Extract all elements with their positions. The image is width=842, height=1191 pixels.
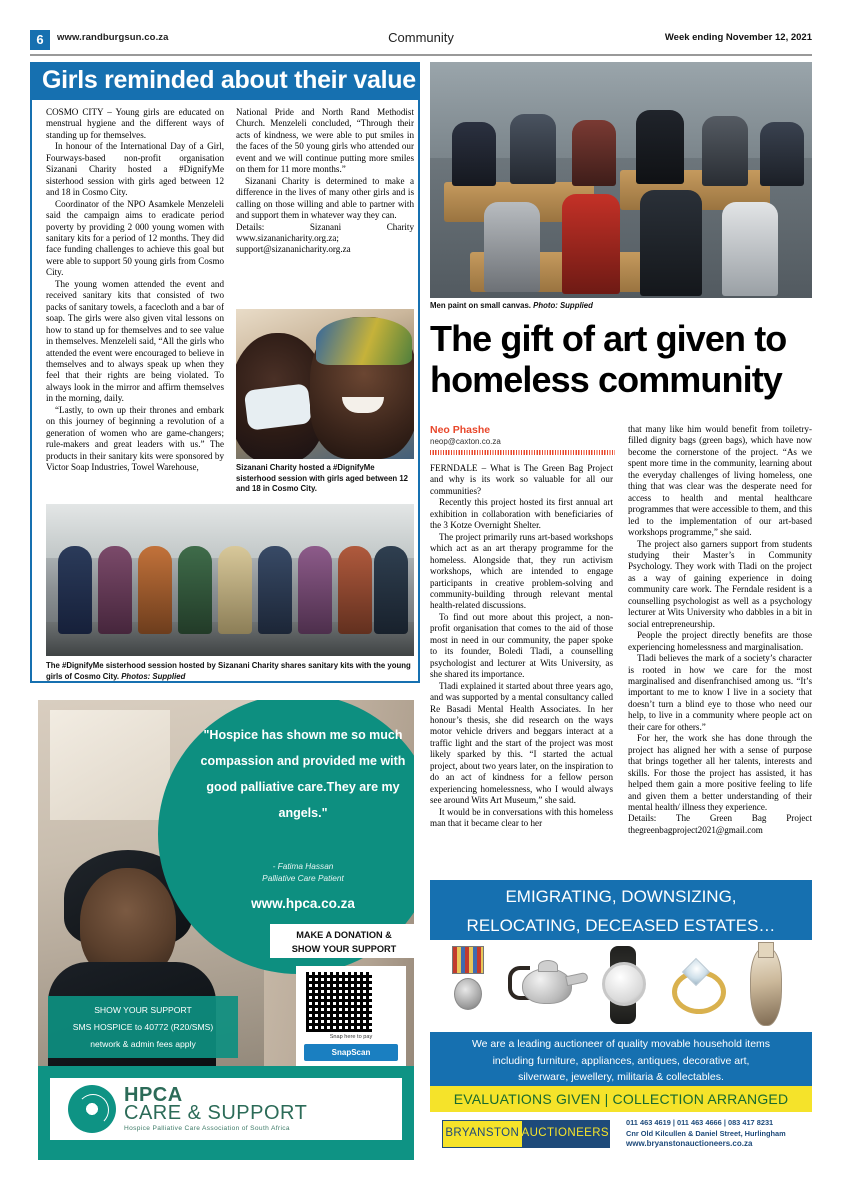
auction-desc-line-3: silverware, jewellery, militaria & collectables. bbox=[518, 1071, 724, 1083]
photo-art-workshop bbox=[430, 62, 812, 298]
sms-line-3: network & admin fees apply bbox=[90, 1039, 196, 1049]
hpca-sms-callout bbox=[48, 996, 238, 1058]
hpca-logo bbox=[50, 1078, 402, 1140]
vase-icon bbox=[750, 948, 782, 1026]
auction-desc-line-1: We are a leading auctioneer of quality movable household items bbox=[471, 1038, 771, 1050]
section-name: Community bbox=[388, 30, 454, 45]
caption-art-photo bbox=[430, 301, 812, 310]
hpca-snapscan-panel[interactable] bbox=[296, 966, 406, 1066]
auction-headline-line-1: EMIGRATING, DOWNSIZING, bbox=[505, 887, 737, 906]
left-article-column-2 bbox=[236, 107, 414, 256]
caption-wide-photo bbox=[46, 661, 414, 682]
photo-person bbox=[374, 546, 408, 634]
paragraph: “Lastly, to own up their thrones and embark on this journey of beginning a revolution of a generation of women who are game-changers; rule-makers and great leaders with us.” The products in their sanitary kits were sponsored by Victor Soap Industries, Towel Warehouse, bbox=[46, 404, 224, 473]
medal-disc-icon bbox=[454, 978, 482, 1010]
caption-text: The #DignifyMe sisterhood session hosted by Sizanani Charity shares sanitary kits with the young girls of Cosmo City. bbox=[46, 661, 411, 681]
teapot-lid-icon bbox=[538, 960, 558, 972]
photo-person bbox=[138, 546, 172, 634]
left-article bbox=[30, 62, 420, 683]
medal-icon bbox=[452, 946, 484, 974]
caption-credit: Photo: Supplied bbox=[533, 301, 593, 310]
paragraph: Coordinator of the NPO Asamkele Menzeleli said the campaign aims to eradicate period poverty by providing 2 000 young women with sanitary kits for a period of 12 months. They did face funding challenges to achieve this goal but were able to support 50 young girls from Cosmo City. bbox=[46, 198, 224, 278]
paragraph: It would be in conversations with this homeless man that it became clear to her bbox=[430, 806, 613, 829]
right-article-column-2 bbox=[628, 424, 812, 836]
photo-face-mask bbox=[244, 383, 312, 431]
photo-person bbox=[58, 546, 92, 634]
paragraph: To find out more about this project, a non-profit organisation that comes to the aid of those most in need in our community, the paper spoke to its founder, Boledi Tladi, a counselling psychologist and lecturer at Wits University, as she shared its importance. bbox=[430, 611, 613, 680]
photo-headscarf bbox=[316, 317, 412, 365]
sms-line-1: SHOW YOUR SUPPORT bbox=[94, 1005, 192, 1015]
paragraph: Tladi explained it started about three years ago, and was supported by a mental consultancy called Re Basadi Mental Health Associates. In her honour’s thesis, she did research on the ways motor vehicle drivers and beggars interact at a traffic light and the start of the project was most likely sparked by this. “I started the actual project, about two years later, on the inspiration to do an act of kindness for a fellow person experiencing homelessness, who I would always see around Wits Art Museum,” she said. bbox=[430, 680, 613, 806]
photo-person bbox=[484, 202, 540, 292]
photo-person bbox=[338, 546, 372, 634]
hpca-logo-line-2: CARE & SUPPORT bbox=[124, 1102, 308, 1124]
paragraph: Tladi believes the mark of a society’s character is rooted in how we care for the most marginalised and disenfranchised among us. “It’s important to me to know I live in a society that doesn’t turn a blind eye to those who need our help, to live in a community where people act on their care for others.” bbox=[628, 653, 812, 732]
auction-phone-numbers[interactable]: 011 463 4619 | 011 463 4666 | 083 417 8231 bbox=[626, 1118, 774, 1127]
snapscan-button[interactable]: SnapScan bbox=[304, 1044, 398, 1061]
right-headline: The gift of art given to homeless community bbox=[430, 318, 787, 400]
photo-person bbox=[178, 546, 212, 634]
donate-line-2: SHOW YOUR SUPPORT bbox=[291, 944, 397, 954]
caption-girls-photo: Sizanani Charity hosted a #DignifyMe sisterhood session with girls aged between 12 and 18 in Cosmo City. bbox=[236, 463, 409, 494]
hpca-donate-callout[interactable] bbox=[270, 924, 414, 958]
attrib-name: - Fatima Hassan bbox=[272, 861, 334, 871]
watch-icon bbox=[602, 962, 646, 1006]
masthead-divider bbox=[30, 54, 812, 56]
masthead bbox=[30, 30, 812, 56]
photo-person bbox=[298, 546, 332, 634]
photo-person bbox=[640, 190, 702, 296]
photo-girls-sisterhood bbox=[236, 309, 414, 459]
bryanston-auctioneers-advertisement[interactable] bbox=[430, 880, 812, 1160]
caption-credit: Photos: Supplied bbox=[121, 671, 186, 681]
auction-logo-word-1: BRYANSTON bbox=[443, 1121, 522, 1147]
vase-neck-icon bbox=[758, 942, 774, 958]
paragraph: Sizanani Charity is determined to make a difference in the lives of many other girls and is calling on those willing and able to partner with and support them in whatever way they can. bbox=[236, 175, 414, 221]
auction-item-photos bbox=[430, 940, 812, 1032]
paragraph: For her, the work she has done through the project has aligned her with a sense of purpose that brings together all her talents, interests and skills. For those the project has assisted, it has helped them gain a more positive feeling to life and given them a better understanding of their mental health/ illness they experience. bbox=[628, 733, 812, 812]
auction-contact-block bbox=[626, 1118, 812, 1150]
paragraph: COSMO CITY – Young girls are educated on menstrual hygiene and the different ways of standing up for themselves. bbox=[46, 107, 224, 140]
caption-text: Men paint on small canvas. bbox=[430, 301, 534, 310]
photo-person bbox=[636, 110, 684, 184]
hpca-logo-mark-icon bbox=[68, 1085, 116, 1133]
paragraph: People the project directly benefits are those experiencing homelessness and marginalisation. bbox=[628, 630, 812, 652]
photo-person bbox=[572, 120, 616, 186]
qr-code-icon[interactable] bbox=[306, 972, 372, 1032]
photo-person bbox=[722, 202, 778, 296]
hpca-advertisement[interactable] bbox=[38, 700, 414, 1160]
left-headline-bar bbox=[32, 64, 418, 100]
paragraph: The young women attended the event and received sanitary kits that consisted of two packs of sanitary towels, a facecloth and a bar of soap. The girls were also given vital lessons on how to stand up for themselves and to see value in themselves. Menzeleli said, “All the girls who attended the event were encouraged to believe in themselves and to always speak up when they feel that their rights are being violated. To always look in the mirror and affirm themselves in the morning, daily. bbox=[46, 278, 224, 404]
photo-person bbox=[258, 546, 292, 634]
photo-person bbox=[218, 546, 252, 634]
photo-person bbox=[98, 546, 132, 634]
qr-instruction: Snap here to pay bbox=[329, 1034, 373, 1040]
paragraph: National Pride and North Rand Methodist Church. Menzeleli concluded, “Through their acts of kindness, we were able to put smiles in the faces of the 50 young girls who attended our event and we will continue putting more smiles on them for 11 more months.” bbox=[236, 107, 414, 175]
site-url[interactable]: www.randburgsun.co.za bbox=[57, 32, 169, 43]
right-article-column-1 bbox=[430, 463, 613, 830]
sms-line-2: SMS HOSPICE to 40772 (R20/SMS) bbox=[72, 1022, 214, 1032]
teapot-icon bbox=[522, 968, 572, 1004]
left-headline: Girls reminded about their value bbox=[42, 66, 416, 94]
paragraph: Recently this project hosted its first annual art exhibition in collaboration with beneficiaries of the 3 Kotze Overnight Shelter. bbox=[430, 497, 613, 531]
paragraph: The project also garners support from students studying their Master’s in Community Psychology. They work with Tladi on the project as a way of gaining experience in doing community care work. The Ferndale resident is a counselling psychologist as well as a psychology lecturer at Wits University who dabbles in a bit in social entrepreneurship. bbox=[628, 538, 812, 629]
teapot-spout-icon bbox=[565, 972, 589, 986]
photo-person bbox=[452, 122, 496, 186]
auction-website[interactable]: www.bryanstonauctioneers.co.za bbox=[626, 1139, 753, 1148]
auction-desc-line-2: including furniture, appliances, antiques, decorative art, bbox=[492, 1054, 750, 1067]
donate-line-1: MAKE A DONATION & bbox=[296, 930, 392, 940]
paragraph: The project primarily runs art-based workshops which act as an art therapy programme for the homeless. Alongside that, they run activism workshops, which are intended to engage participants in creative problem-solving and community-building through relevant mental health-related discussions. bbox=[430, 531, 613, 611]
auction-logo-word-2: AUCTIONEERS bbox=[522, 1121, 609, 1147]
page-number: 6 bbox=[30, 30, 50, 50]
paragraph: FERNDALE – What is The Green Bag Project and why is its work so valuable for all our communities? bbox=[430, 463, 613, 496]
hpca-quote-attribution bbox=[188, 860, 414, 884]
paragraph: that many like him would benefit from toiletry-filled dignity bags (green bags), which have now become the cornerstone of the project. “As we spent more time in the community, learning about the everyday challenges of living homeless, one thing that was clear was the desperate need for access to health and mental healthcare programmes that were accessible to them, and this led to the implementation of our art-based workshops programme,” she said. bbox=[628, 424, 812, 538]
hpca-logo-subtitle: Hospice Palliative Care Association of South Africa bbox=[124, 1125, 290, 1132]
photo-person bbox=[562, 194, 620, 294]
left-article-column-1 bbox=[46, 107, 224, 474]
attrib-role: Palliative Care Patient bbox=[262, 873, 344, 883]
photo-person bbox=[702, 116, 748, 186]
paragraph: In honour of the International Day of a Girl, Fourways-based non-profit organisation Sizanani Charity hosted a #DignifyMe sisterhood session with girls aged between 12 and 18 in Cosmo City. bbox=[46, 141, 224, 198]
hpca-quote-text: "Hospice has shown me so much compassion and provided me with good palliative care.They are my angels." bbox=[200, 728, 406, 820]
photo-person bbox=[510, 114, 556, 184]
hpca-website-link[interactable]: www.hpca.co.za bbox=[251, 896, 355, 911]
week-ending-date: Week ending November 12, 2021 bbox=[664, 32, 812, 43]
byline-divider bbox=[430, 450, 615, 455]
paragraph: Details: Sizanani Charity www.sizananicharity.org.za; support@sizananicharity.org.za bbox=[236, 221, 414, 255]
photo-window bbox=[50, 710, 170, 820]
photo-group-session bbox=[46, 504, 414, 656]
byline-email[interactable]: neop@caxton.co.za bbox=[430, 437, 501, 446]
auction-services-banner: EVALUATIONS GIVEN | COLLECTION ARRANGED bbox=[430, 1086, 812, 1112]
auction-headline-line-2: RELOCATING, DECEASED ESTATES… bbox=[466, 916, 776, 935]
auction-address: Cnr Old Kilcullen & Daniel Street, Hurlingham bbox=[626, 1128, 786, 1138]
auction-description bbox=[430, 1032, 812, 1086]
auction-logo bbox=[442, 1120, 610, 1148]
hpca-logo-line-1: HPCA bbox=[124, 1084, 183, 1106]
photo-person bbox=[760, 122, 804, 186]
auction-headline bbox=[430, 880, 812, 940]
paragraph: Details: The Green Bag Project thegreenbagproject2021@gmail.com bbox=[628, 813, 812, 835]
byline-author: Neo Phashe bbox=[430, 424, 491, 436]
